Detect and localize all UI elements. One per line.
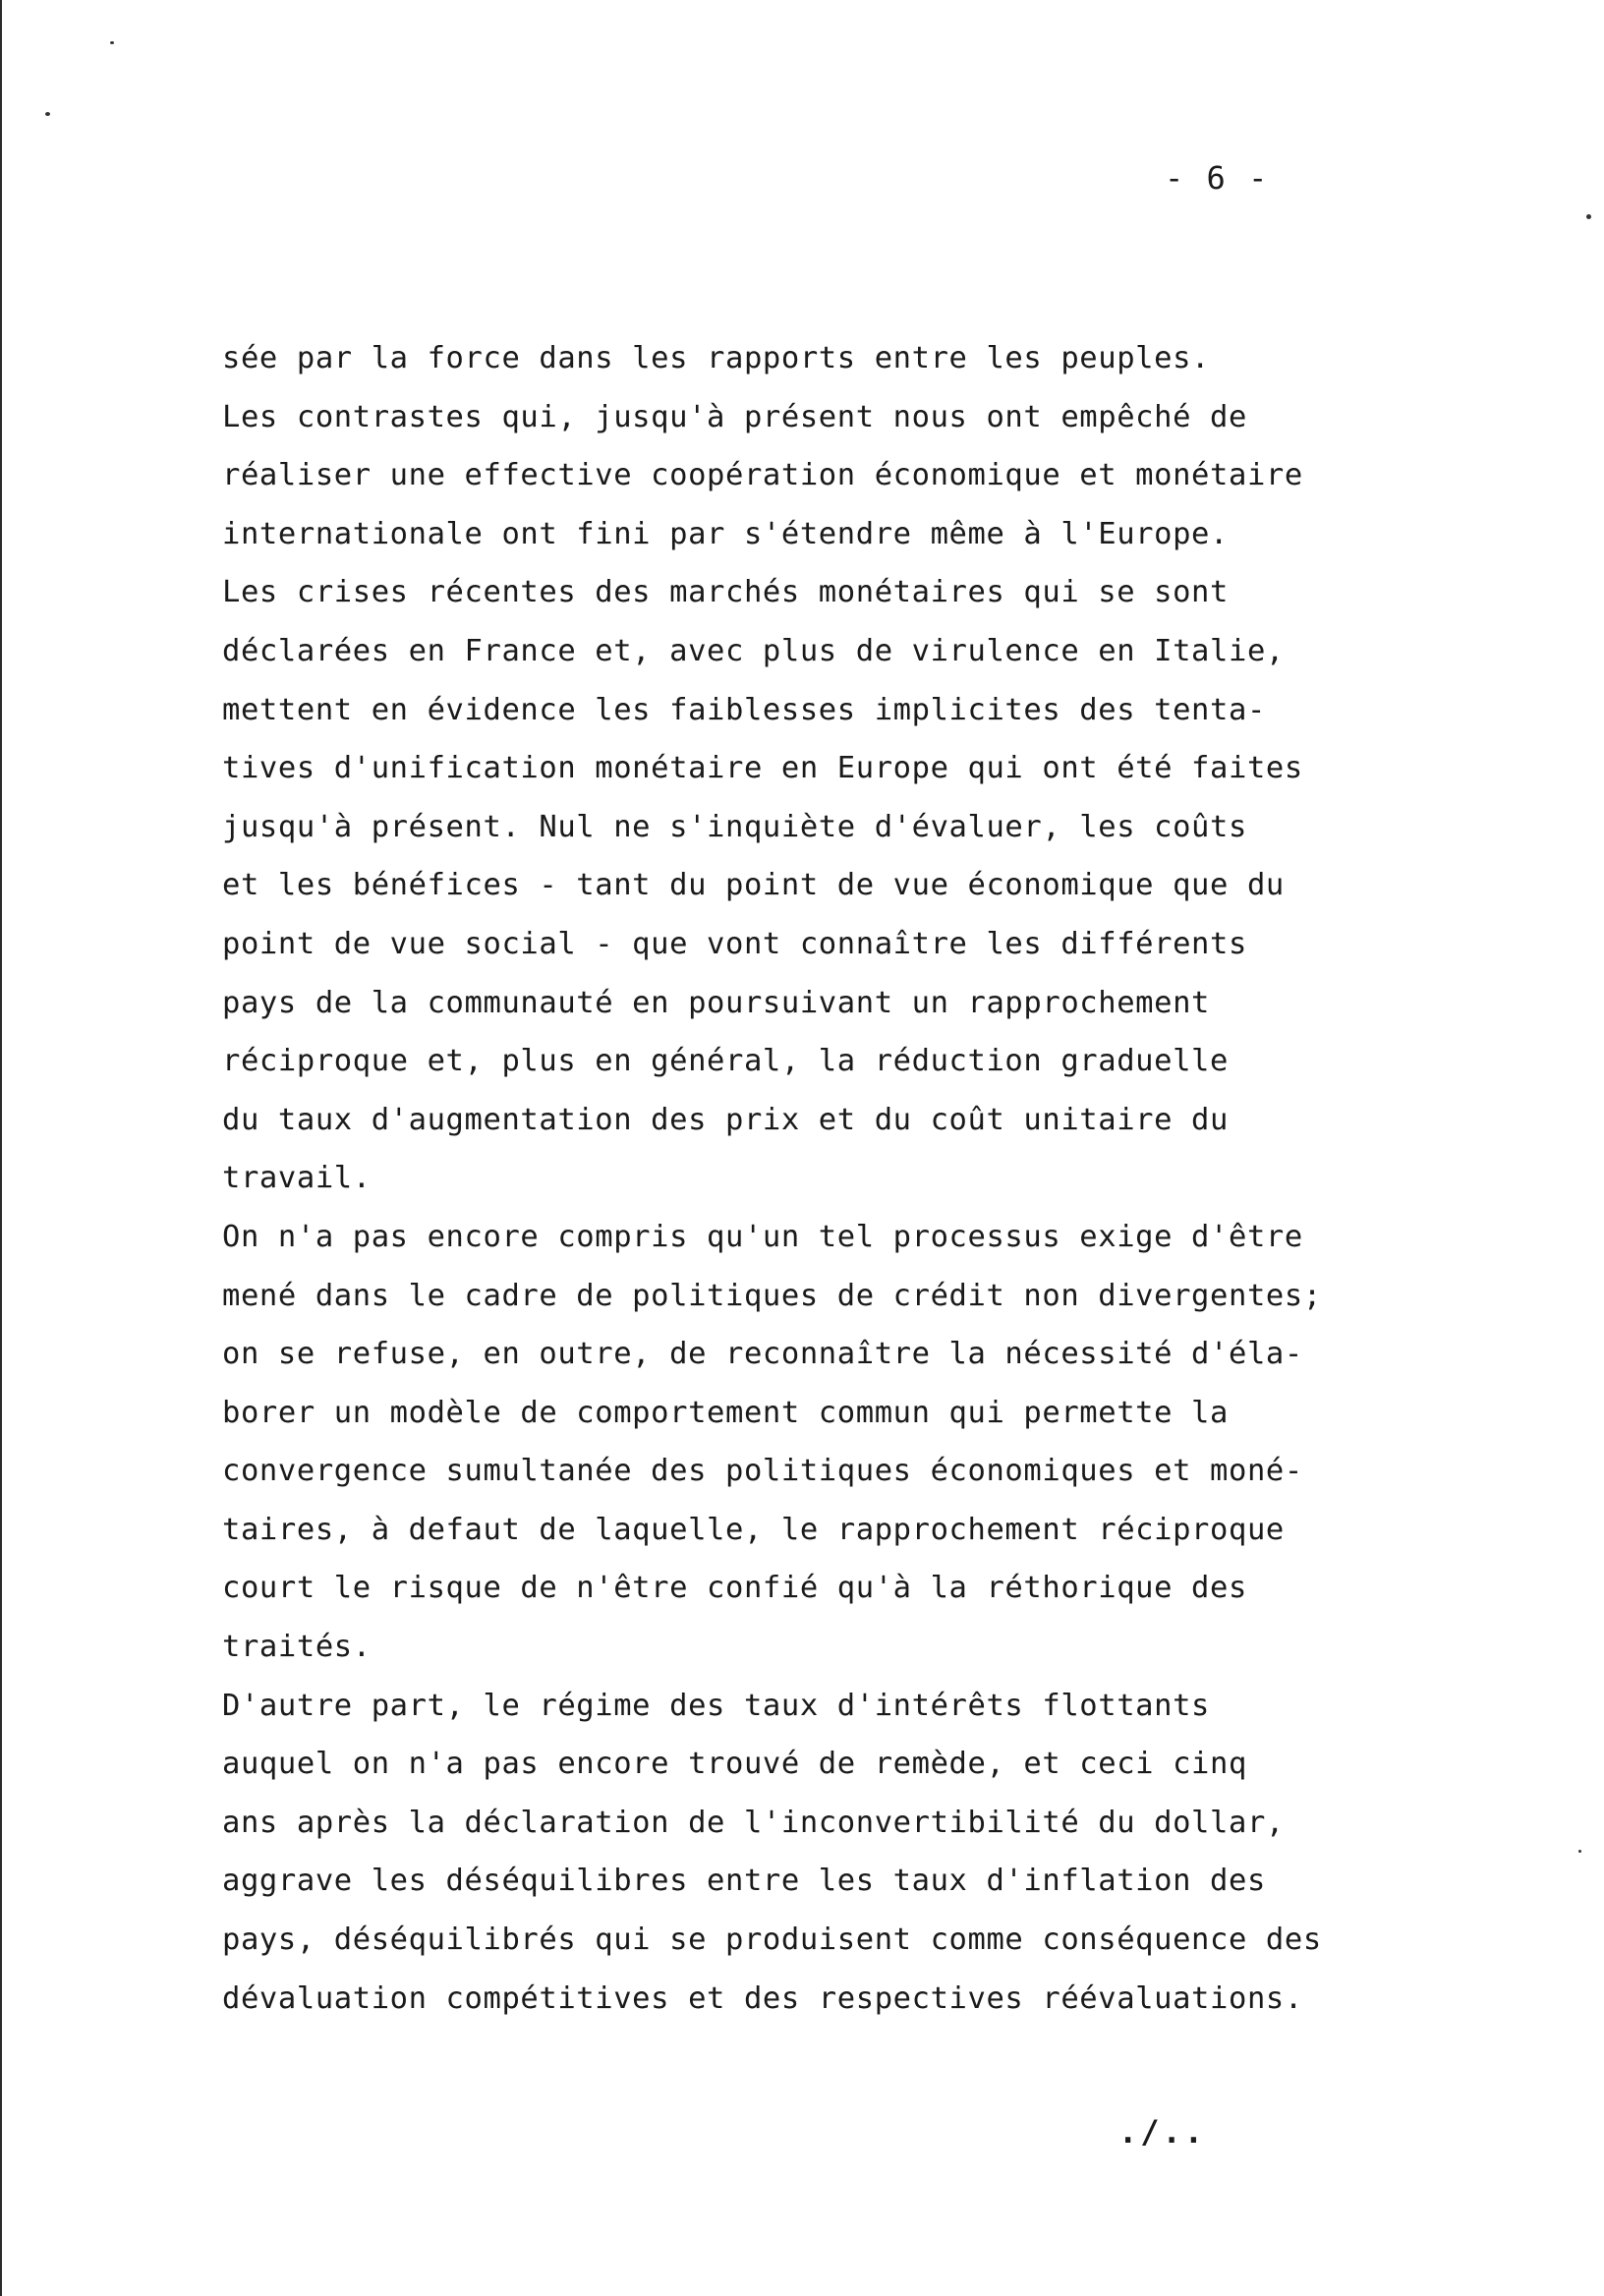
- text-line: aggrave les déséquilibres entre les taux d'inflation des: [222, 1864, 1266, 1899]
- text-line: mené dans le cadre de politiques de crédit non divergentes;: [222, 1278, 1322, 1313]
- text-line: dévaluation compétitives et des respectives réévaluations.: [222, 1980, 1303, 2016]
- text-line: ans après la déclaration de l'inconvertibilité du dollar,: [222, 1805, 1285, 1840]
- text-line: déclarées en France et, avec plus de virulence en Italie,: [222, 633, 1285, 668]
- continuation-mark: ./..: [1118, 2113, 1207, 2151]
- text-line: taires, à defaut de laquelle, le rapprochement réciproque: [222, 1512, 1285, 1547]
- text-line: sée par la force dans les rapports entre les peuples.: [222, 341, 1211, 375]
- body-text: [222, 329, 1402, 2028]
- text-line: jusqu'à présent. Nul ne s'inquiète d'évaluer, les coûts: [222, 809, 1247, 844]
- text-line: tives d'unification monétaire en Europe qui ont été faites: [222, 751, 1303, 786]
- text-line: réciproque et, plus en général, la réduction graduelle: [222, 1044, 1229, 1079]
- text-line: D'autre part, le régime des taux d'intérêts flottants: [222, 1688, 1211, 1723]
- page-edge: [0, 0, 2, 2296]
- page-number: - 6 -: [1165, 159, 1270, 197]
- text-line: pays de la communauté en poursuivant un rapprochement: [222, 985, 1211, 1020]
- text-line: réaliser une effective coopération économique et monétaire: [222, 458, 1303, 493]
- text-line: auquel on n'a pas encore trouvé de remède, et ceci cinq: [222, 1747, 1247, 1782]
- text-line: mettent en évidence les faiblesses implicites des tenta-: [222, 692, 1266, 727]
- scan-speck: [110, 41, 114, 44]
- text-line: Les contrastes qui, jusqu'à présent nous ont empêché de: [222, 399, 1247, 434]
- text-line: point de vue social - que vont connaître les différents: [222, 926, 1247, 961]
- text-line: borer un modèle de comportement commun qui permette la: [222, 1395, 1229, 1430]
- text-line: travail.: [222, 1161, 372, 1196]
- scan-speck: [1586, 214, 1591, 219]
- text-line: Les crises récentes des marchés monétaires qui se sont: [222, 575, 1229, 610]
- text-line: internationale ont fini par s'étendre même à l'Europe.: [222, 516, 1229, 551]
- text-line: pays, déséquilibrés qui se produisent comme conséquence des: [222, 1923, 1322, 1958]
- text-line: et les bénéfices - tant du point de vue économique que du: [222, 868, 1285, 903]
- text-line: on se refuse, en outre, de reconnaître la nécessité d'éla-: [222, 1337, 1303, 1372]
- text-line: traités.: [222, 1630, 372, 1665]
- text-line: court le risque de n'être confié qu'à la réthorique des: [222, 1571, 1247, 1606]
- scan-speck: [45, 112, 50, 116]
- text-line: convergence sumultanée des politiques économiques et moné-: [222, 1454, 1303, 1489]
- text-line: du taux d'augmentation des prix et du coût unitaire du: [222, 1102, 1229, 1137]
- text-line: On n'a pas encore compris qu'un tel processus exige d'être: [222, 1219, 1303, 1254]
- scan-speck: [1578, 1850, 1581, 1853]
